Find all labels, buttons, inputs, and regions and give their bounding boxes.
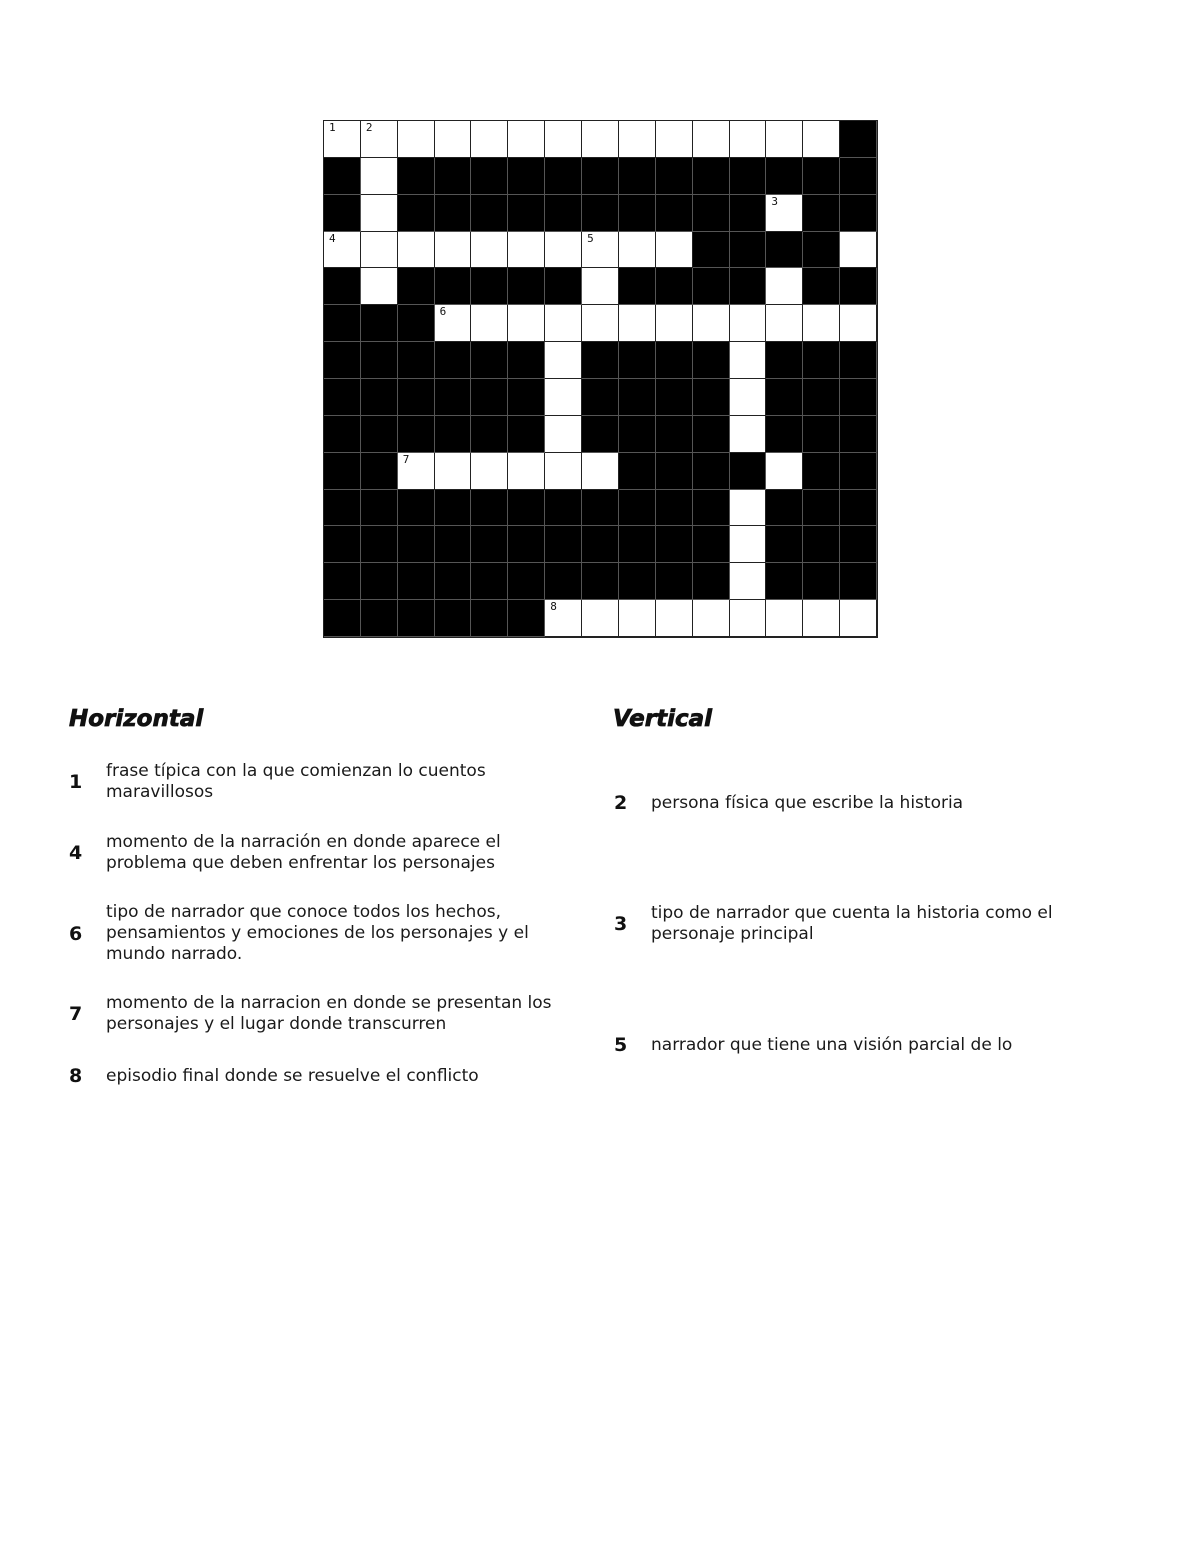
black-square (693, 158, 730, 195)
answer-cell[interactable] (656, 232, 693, 269)
black-square (435, 563, 472, 600)
black-square (545, 158, 582, 195)
answer-cell[interactable] (324, 121, 361, 158)
answer-cell[interactable] (508, 453, 545, 490)
cell-number: 3 (771, 194, 779, 208)
answer-cell[interactable] (545, 379, 582, 416)
clue-number: 4 (69, 842, 83, 864)
black-square (508, 563, 545, 600)
black-square (435, 490, 472, 527)
clue-horizontal-6 (69, 902, 584, 965)
black-square (361, 600, 398, 637)
black-square (361, 563, 398, 600)
black-square (582, 490, 619, 527)
answer-cell[interactable] (619, 121, 656, 158)
black-square (619, 490, 656, 527)
black-square (840, 268, 877, 305)
black-square (545, 490, 582, 527)
black-square (619, 195, 656, 232)
black-square (582, 526, 619, 563)
black-square (840, 342, 877, 379)
black-square (619, 526, 656, 563)
black-square (840, 195, 877, 232)
black-square (656, 416, 693, 453)
black-square (508, 526, 545, 563)
black-square (398, 416, 435, 453)
black-square (840, 121, 877, 158)
black-square (693, 453, 730, 490)
black-square (803, 232, 840, 269)
black-square (693, 379, 730, 416)
black-square (435, 342, 472, 379)
black-square (730, 268, 767, 305)
answer-cell[interactable] (361, 195, 398, 232)
clue-number: 5 (614, 1034, 628, 1056)
answer-cell[interactable] (766, 453, 803, 490)
cell-number: 6 (439, 305, 447, 319)
black-square (398, 526, 435, 563)
answer-cell[interactable] (508, 305, 545, 342)
answer-cell[interactable] (840, 232, 877, 269)
black-square (361, 342, 398, 379)
answer-cell[interactable] (471, 453, 508, 490)
answer-cell[interactable] (730, 342, 767, 379)
black-square (398, 342, 435, 379)
black-square (324, 195, 361, 232)
clue-number: 2 (614, 792, 628, 814)
clue-text: momento de la narración en donde aparece el problema que deben enfrentar los personajes (106, 832, 501, 873)
black-square (582, 195, 619, 232)
black-square (693, 563, 730, 600)
black-square (766, 379, 803, 416)
black-square (361, 526, 398, 563)
black-square (693, 268, 730, 305)
black-square (398, 600, 435, 637)
black-square (398, 158, 435, 195)
answer-cell[interactable] (730, 490, 767, 527)
black-square (361, 453, 398, 490)
black-square (508, 158, 545, 195)
black-square (324, 379, 361, 416)
black-square (803, 453, 840, 490)
black-square (324, 158, 361, 195)
answer-cell[interactable] (582, 121, 619, 158)
answer-cell[interactable] (656, 305, 693, 342)
answer-cell[interactable] (398, 453, 435, 490)
answer-cell[interactable] (508, 232, 545, 269)
answer-cell[interactable] (693, 121, 730, 158)
crossword-grid (323, 120, 878, 638)
answer-cell[interactable] (361, 121, 398, 158)
black-square (324, 268, 361, 305)
black-square (840, 490, 877, 527)
answer-cell[interactable] (730, 379, 767, 416)
black-square (619, 268, 656, 305)
black-square (803, 379, 840, 416)
black-square (840, 453, 877, 490)
black-square (398, 490, 435, 527)
black-square (324, 490, 361, 527)
black-square (766, 342, 803, 379)
answer-cell[interactable] (840, 305, 877, 342)
cell-number: 1 (329, 121, 336, 134)
black-square (361, 379, 398, 416)
black-square (656, 453, 693, 490)
black-square (656, 490, 693, 527)
answer-cell[interactable] (803, 121, 840, 158)
clue-horizontal-8 (69, 1065, 584, 1087)
black-square (361, 490, 398, 527)
black-square (435, 158, 472, 195)
answer-cell[interactable] (766, 121, 803, 158)
black-square (766, 490, 803, 527)
answer-cell[interactable] (435, 453, 472, 490)
black-square (730, 158, 767, 195)
answer-cell[interactable] (324, 232, 361, 269)
clue-number: 6 (69, 922, 83, 945)
black-square (582, 563, 619, 600)
black-square (656, 342, 693, 379)
black-square (730, 453, 767, 490)
black-square (361, 416, 398, 453)
answer-cell[interactable] (471, 305, 508, 342)
cell-number: 5 (587, 231, 594, 245)
clue-text: frase típica con la que comienzan lo cuentos maravillosos (106, 761, 486, 802)
clue-vertical-3 (614, 903, 1134, 945)
black-square (435, 600, 472, 637)
black-square (730, 195, 767, 232)
black-square (766, 158, 803, 195)
black-square (435, 268, 472, 305)
black-square (693, 342, 730, 379)
answer-cell[interactable] (582, 232, 619, 269)
vertical-heading: Vertical (613, 706, 712, 732)
answer-cell[interactable] (435, 305, 472, 342)
clue-text: persona física que escribe la historia (651, 792, 964, 813)
answer-cell[interactable] (545, 232, 582, 269)
black-square (471, 158, 508, 195)
clue-text: episodio final donde se resuelve el conflicto (106, 1065, 479, 1086)
black-square (619, 563, 656, 600)
black-square (840, 416, 877, 453)
black-square (582, 416, 619, 453)
black-square (730, 232, 767, 269)
black-square (471, 342, 508, 379)
answer-cell[interactable] (619, 305, 656, 342)
answer-cell[interactable] (656, 600, 693, 637)
black-square (803, 490, 840, 527)
black-square (398, 379, 435, 416)
answer-cell[interactable] (803, 600, 840, 637)
black-square (840, 158, 877, 195)
answer-cell[interactable] (766, 305, 803, 342)
black-square (435, 526, 472, 563)
answer-cell[interactable] (471, 232, 508, 269)
black-square (693, 490, 730, 527)
answer-cell[interactable] (508, 121, 545, 158)
black-square (656, 268, 693, 305)
black-square (766, 563, 803, 600)
answer-cell[interactable] (361, 268, 398, 305)
clue-horizontal-1 (69, 761, 584, 803)
black-square (471, 600, 508, 637)
black-square (766, 232, 803, 269)
answer-cell[interactable] (545, 305, 582, 342)
answer-cell[interactable] (619, 232, 656, 269)
answer-cell[interactable] (619, 600, 656, 637)
black-square (803, 342, 840, 379)
black-square (471, 195, 508, 232)
black-square (693, 195, 730, 232)
answer-cell[interactable] (545, 416, 582, 453)
black-square (508, 490, 545, 527)
black-square (435, 379, 472, 416)
black-square (471, 563, 508, 600)
answer-cell[interactable] (582, 453, 619, 490)
black-square (324, 526, 361, 563)
cell-number: 8 (550, 600, 557, 614)
black-square (508, 268, 545, 305)
clue-text: tipo de narrador que cuenta la historia como el personaje principal (651, 903, 1053, 944)
clue-vertical-5 (614, 1034, 1134, 1056)
black-square (508, 416, 545, 453)
black-square (398, 268, 435, 305)
answer-cell[interactable] (840, 600, 877, 637)
black-square (545, 563, 582, 600)
clue-number: 1 (69, 771, 83, 793)
black-square (471, 490, 508, 527)
black-square (803, 526, 840, 563)
black-square (766, 416, 803, 453)
black-square (398, 563, 435, 600)
black-square (324, 305, 361, 342)
answer-cell[interactable] (766, 268, 803, 305)
answer-cell[interactable] (545, 342, 582, 379)
black-square (803, 268, 840, 305)
answer-cell[interactable] (730, 416, 767, 453)
answer-cell[interactable] (545, 121, 582, 158)
clue-text: momento de la narracion en donde se presentan los personajes y el lugar donde transcurren (106, 993, 552, 1034)
clue-vertical-2 (614, 792, 1134, 814)
black-square (803, 416, 840, 453)
black-square (619, 342, 656, 379)
answer-cell[interactable] (582, 305, 619, 342)
black-square (656, 379, 693, 416)
black-square (471, 268, 508, 305)
black-square (471, 416, 508, 453)
clue-horizontal-4 (69, 832, 584, 874)
answer-cell[interactable] (545, 600, 582, 637)
clue-horizontal-7 (69, 993, 584, 1035)
black-square (361, 305, 398, 342)
black-square (766, 526, 803, 563)
black-square (619, 158, 656, 195)
answer-cell[interactable] (693, 305, 730, 342)
cell-number: 2 (365, 121, 373, 134)
answer-cell[interactable] (730, 121, 767, 158)
black-square (803, 158, 840, 195)
black-square (840, 526, 877, 563)
black-square (471, 526, 508, 563)
black-square (508, 600, 545, 637)
answer-cell[interactable] (766, 600, 803, 637)
answer-cell[interactable] (435, 232, 472, 269)
black-square (508, 379, 545, 416)
black-square (545, 526, 582, 563)
black-square (656, 526, 693, 563)
black-square (324, 342, 361, 379)
black-square (545, 268, 582, 305)
answer-cell[interactable] (545, 453, 582, 490)
black-square (324, 600, 361, 637)
black-square (693, 232, 730, 269)
black-square (840, 563, 877, 600)
clue-text: tipo de narrador que conoce todos los hechos, pensamientos y emociones de los personajes y el mundo narrado. (106, 902, 529, 964)
cell-number: 7 (402, 452, 410, 466)
answer-cell[interactable] (361, 232, 398, 269)
black-square (582, 379, 619, 416)
black-square (582, 342, 619, 379)
black-square (656, 195, 693, 232)
answer-cell[interactable] (730, 305, 767, 342)
answer-cell[interactable] (582, 268, 619, 305)
black-square (508, 195, 545, 232)
black-square (324, 416, 361, 453)
answer-cell[interactable] (582, 600, 619, 637)
black-square (803, 563, 840, 600)
clue-number: 3 (614, 913, 628, 935)
black-square (324, 563, 361, 600)
answer-cell[interactable] (398, 232, 435, 269)
black-square (398, 305, 435, 342)
clue-text: narrador que tiene una visión parcial de lo (651, 1034, 1013, 1055)
clue-number: 8 (69, 1065, 83, 1087)
black-square (656, 563, 693, 600)
answer-cell[interactable] (766, 195, 803, 232)
cell-number: 4 (329, 231, 336, 245)
black-square (619, 453, 656, 490)
black-square (582, 158, 619, 195)
black-square (545, 195, 582, 232)
black-square (656, 158, 693, 195)
answer-cell[interactable] (471, 121, 508, 158)
answer-cell[interactable] (730, 526, 767, 563)
answer-cell[interactable] (435, 121, 472, 158)
black-square (435, 416, 472, 453)
black-square (693, 526, 730, 563)
black-square (619, 379, 656, 416)
black-square (471, 379, 508, 416)
answer-cell[interactable] (730, 563, 767, 600)
black-square (508, 342, 545, 379)
answer-cell[interactable] (693, 600, 730, 637)
answer-cell[interactable] (803, 305, 840, 342)
black-square (840, 379, 877, 416)
black-square (435, 195, 472, 232)
answer-cell[interactable] (730, 600, 767, 637)
black-square (693, 416, 730, 453)
horizontal-heading: Horizontal (69, 706, 204, 732)
answer-cell[interactable] (656, 121, 693, 158)
answer-cell[interactable] (398, 121, 435, 158)
black-square (619, 416, 656, 453)
black-square (803, 195, 840, 232)
black-square (398, 195, 435, 232)
answer-cell[interactable] (361, 158, 398, 195)
clue-number: 7 (69, 1003, 83, 1025)
black-square (324, 453, 361, 490)
